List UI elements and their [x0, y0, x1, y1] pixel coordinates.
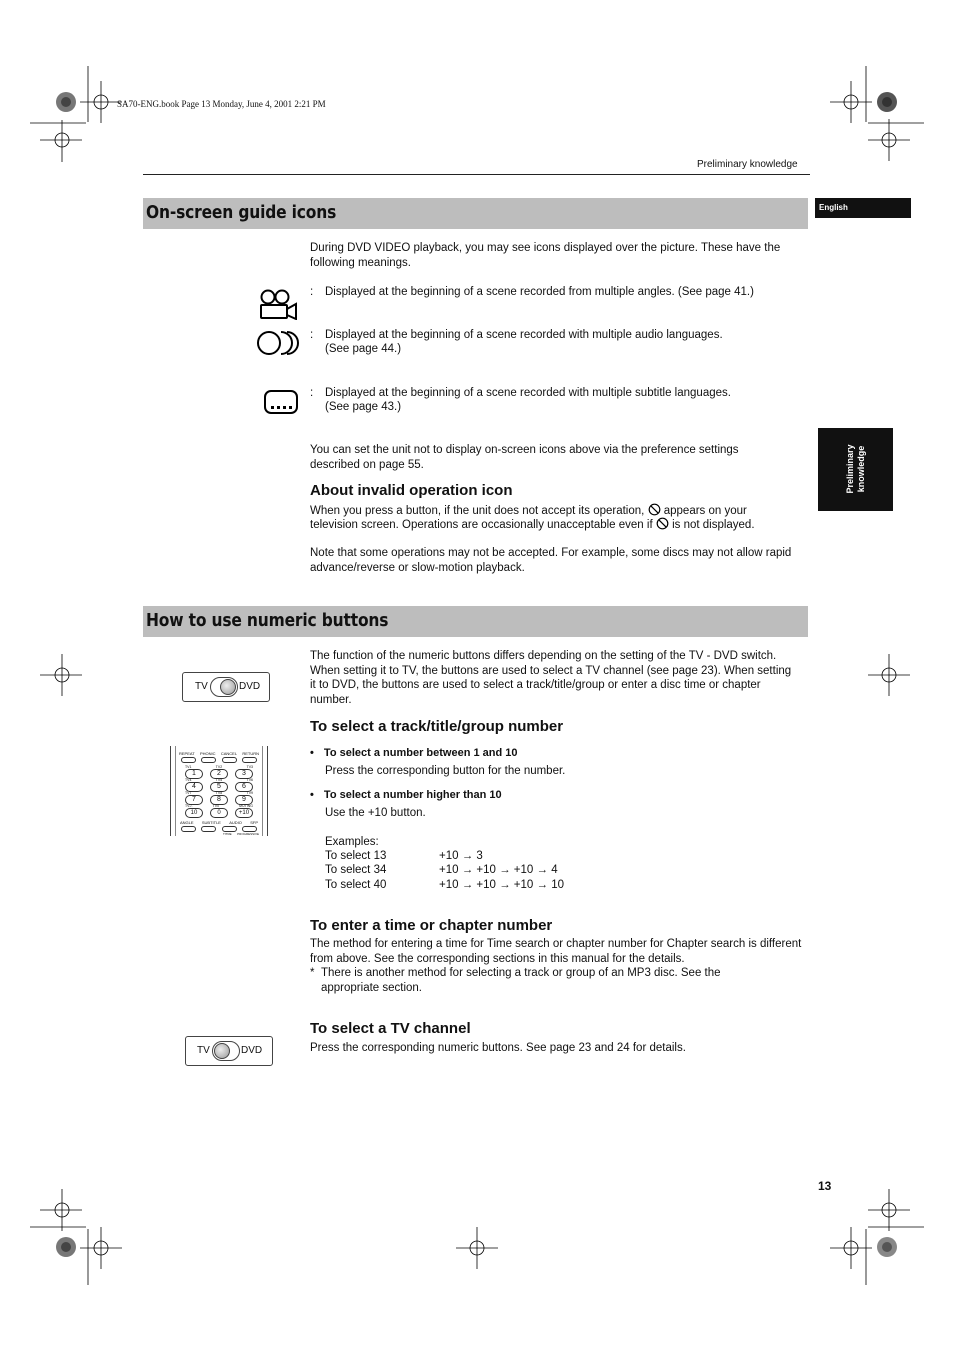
key-sub-label: TV8	[215, 791, 223, 795]
key-label-sfp: SFP	[250, 820, 258, 825]
key-label-subtitle: SUBTITLE	[201, 820, 221, 825]
bullet-2-title: To select a number higher than 10	[323, 789, 502, 801]
invalid-heading: About invalid operation icon	[310, 482, 513, 499]
numeric-key-9: 9	[235, 795, 253, 805]
section-band-onscreen-icons	[143, 198, 808, 229]
switch-knob	[220, 679, 236, 695]
icon3-colon: :	[310, 387, 314, 399]
return-key	[242, 757, 257, 763]
print-info: SA70-ENG.book Page 13 Monday, June 4, 2001 2:21 PM	[117, 99, 326, 109]
key-sub-label: TV5	[215, 778, 223, 782]
time-text: The method for entering a time for Time search or chapter number for Chapter search is different from above. See the corresponding sections in this manual for the details.	[310, 938, 802, 965]
remote-keypad	[170, 746, 268, 836]
bullet-2	[310, 789, 502, 801]
running-header: Preliminary knowledge	[697, 159, 798, 170]
subtitle-icon	[263, 389, 299, 415]
key-sub-label: TV3	[246, 765, 253, 769]
section-band-numeric-buttons	[143, 606, 808, 637]
side-tab-label: Preliminary knowledge	[845, 444, 866, 494]
icon2-colon: :	[310, 329, 314, 341]
page-number: 13	[818, 1179, 832, 1193]
key-sub-label: TV7	[185, 791, 192, 795]
track-heading: To select a track/title/group number	[310, 718, 564, 735]
key-sub-label: TV9	[246, 791, 253, 795]
language-tab-label: English	[819, 203, 848, 212]
section1-intro: During DVD VIDEO playback, you may see icons displayed over the picture. These have the following meanings.	[310, 242, 781, 269]
example-label: To select 40	[325, 879, 387, 891]
key-label-titre: TITRE	[223, 832, 232, 836]
switch-label-tv: TV	[195, 681, 208, 692]
icon2-text: Displayed at the beginning of a scene recorded with multiple audio languages.	[325, 329, 723, 341]
bullet-1-title: To select a number between 1 and 10	[323, 747, 518, 759]
time-heading: To enter a time or chapter number	[310, 917, 553, 934]
repeat-key	[181, 757, 196, 763]
examples-label: Examples:	[325, 836, 379, 848]
key-sub-label: TV6	[246, 778, 253, 782]
icon3-text2: (See page 43.)	[325, 401, 402, 413]
keypad-row-2	[185, 778, 253, 792]
keypad-under-labels	[223, 832, 259, 836]
prohibited-icon	[648, 503, 661, 516]
time-note: There is another method for selecting a track or group of an MP3 disc. See the appropriate section.	[321, 967, 721, 994]
key-sub-label: TV0	[212, 804, 220, 808]
side-tab	[818, 428, 893, 511]
section2-intro: The function of the numeric buttons differs depending on the setting of the TV - DVD switch. When setting it to TV, the buttons are used to select a TV channel (see page 23). When setting it to DVD, the buttons are used to select a track/title/group or enter a disc time or chapter number.	[310, 650, 792, 706]
key-label-phonic: PHONIC	[199, 751, 216, 756]
numeric-key-5: 5	[210, 782, 228, 792]
key-label-angle: ANGLE	[180, 820, 194, 825]
icon2-text2: (See page 44.)	[325, 343, 402, 355]
section-title: How to use numeric buttons	[146, 610, 389, 631]
angle-key	[181, 826, 196, 832]
key-label-cancel: CANCEL	[220, 751, 238, 756]
keypad-top-labels	[179, 751, 259, 756]
key-label-return: RETURN	[242, 751, 259, 756]
numeric-key-10: 10	[185, 808, 203, 818]
switch-knob	[214, 1043, 230, 1059]
invalid-line2b: is not displayed.	[672, 519, 755, 531]
keypad-top-buttons	[181, 757, 257, 763]
key-label-audio: AUDIO	[229, 820, 242, 825]
icon1-colon: :	[310, 286, 314, 298]
prohibited-icon	[656, 517, 669, 530]
example-seq: +10 → 3	[439, 850, 483, 862]
switch-label-tv: TV	[197, 1045, 210, 1056]
numeric-key-6: 6	[235, 782, 253, 792]
key-sub-label: TV2	[215, 765, 223, 769]
switch-label-dvd: DVD	[239, 681, 261, 692]
key-label-repeat: REPEAT	[179, 751, 195, 756]
switch-label-dvd: DVD	[241, 1045, 263, 1056]
bullet-dot: •	[310, 789, 314, 801]
header-rule	[143, 174, 810, 175]
keypad-row-3	[185, 791, 253, 805]
invalid-line2a: television screen. Operations are occasionally unacceptable even if	[310, 519, 653, 531]
numeric-key-0: 0	[210, 808, 228, 818]
example-label: To select 13	[325, 850, 387, 862]
example-label: To select 34	[325, 864, 387, 876]
invalid-line1a: When you press a button, if the unit does not accept its operation,	[310, 505, 645, 517]
numeric-key-7: 7	[185, 795, 203, 805]
numeric-key-1: 1	[185, 769, 203, 779]
bullet-2-text: Use the +10 button.	[325, 807, 426, 819]
keypad-row-4	[185, 804, 253, 818]
key-sub-label: TV4	[185, 778, 192, 782]
language-tab	[815, 198, 911, 218]
tv-text: Press the corresponding numeric buttons. See page 23 and 24 for details.	[310, 1042, 686, 1054]
example-seq: +10 → +10 → +10 → 4	[439, 864, 558, 876]
tv-heading: To select a TV channel	[310, 1020, 471, 1037]
keypad-bottom-labels	[180, 820, 258, 825]
numeric-key-8: 8	[210, 795, 228, 805]
icon3-text: Displayed at the beginning of a scene recorded with multiple subtitle languages.	[325, 387, 731, 399]
time-note-mark: *	[310, 967, 315, 979]
numeric-key-3: 3	[235, 769, 253, 779]
keypad-row-1	[185, 765, 253, 779]
key-sub-label: TV-/-	[185, 804, 193, 808]
icon1-text: Displayed at the beginning of a scene recorded from multiple angles. (See page 41.)	[325, 286, 754, 298]
invalid-note: Note that some operations may not be accepted. For example, some discs may not allow rapid advance/reverse or slow-motion playback.	[310, 547, 792, 574]
phonic-key	[201, 757, 216, 763]
audio-languages-icon	[256, 330, 300, 356]
numeric-key-4: 4	[185, 782, 203, 792]
tv-dvd-switch	[182, 672, 270, 702]
camera-icon	[258, 288, 300, 320]
subtitle-key	[201, 826, 216, 832]
example-seq: +10 → +10 → +10 → 10	[439, 879, 564, 891]
key-label-progressive: PROGRESSIVE	[237, 832, 259, 836]
bullet-dot: •	[310, 747, 314, 759]
section-title: On-screen guide icons	[146, 202, 337, 223]
key-sub-label: MUTING	[239, 804, 253, 808]
bullet-1-text: Press the corresponding button for the number.	[325, 765, 566, 777]
numeric-key-plus10: +10	[235, 808, 253, 818]
bullet-1	[310, 747, 518, 759]
cancel-key	[222, 757, 237, 763]
tv-dvd-switch	[185, 1036, 273, 1066]
invalid-line1b: appears on your	[663, 505, 747, 517]
invalid-line2	[310, 517, 755, 533]
section1-note: You can set the unit not to display on-screen icons above via the preference settings described on page 55.	[310, 444, 739, 471]
numeric-key-2: 2	[210, 769, 228, 779]
key-sub-label: TV1	[185, 765, 192, 769]
